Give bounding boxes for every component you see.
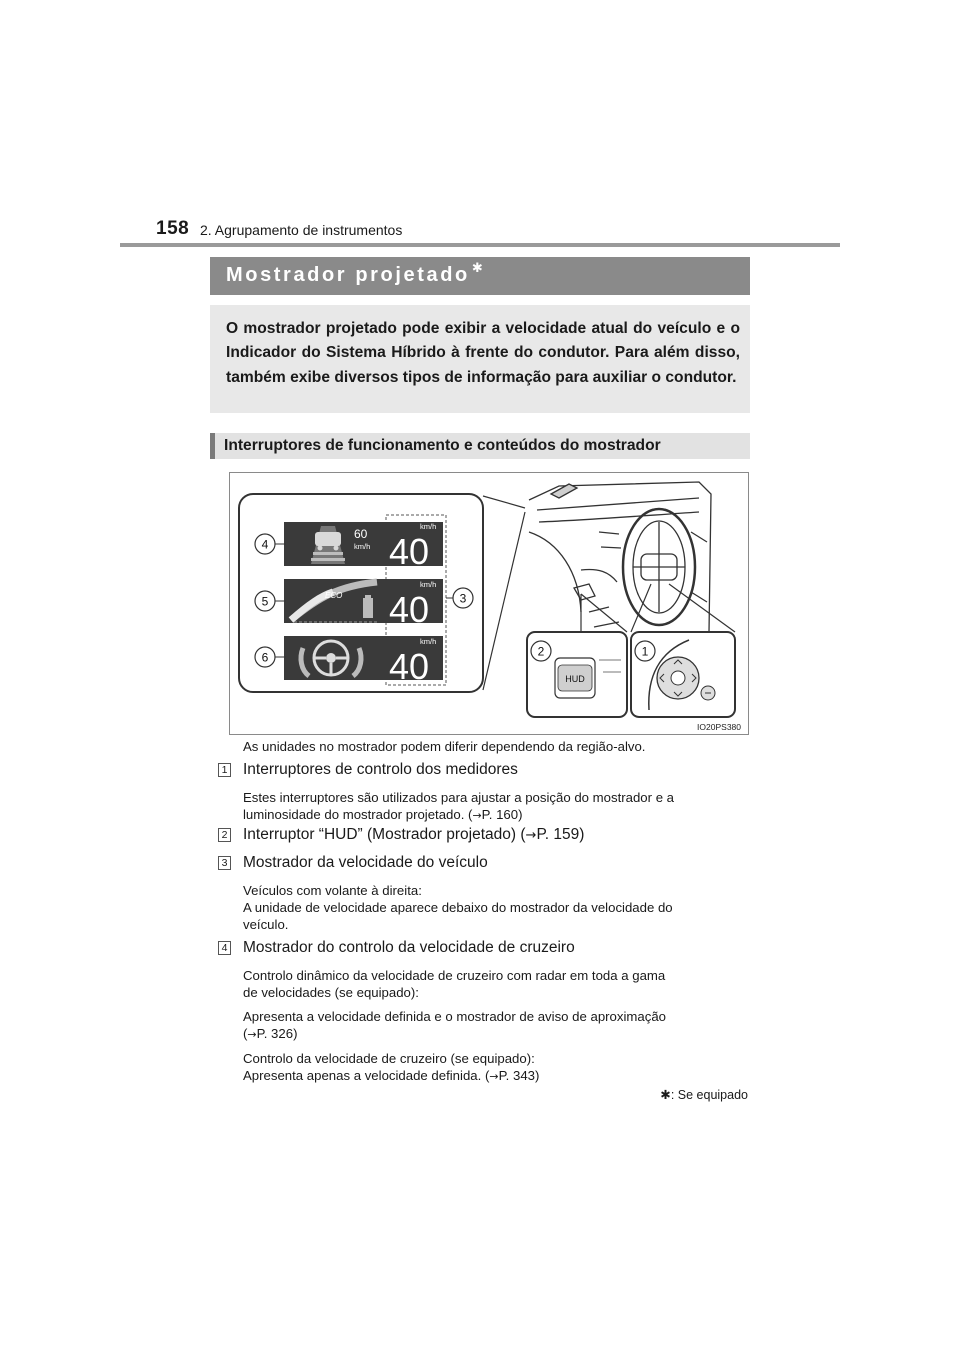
callout-1 bbox=[635, 641, 655, 661]
ref-arrow-icon: → bbox=[525, 828, 537, 843]
item-number: 3 bbox=[218, 856, 231, 870]
item-body: Controlo dinâmico da velocidade de cruzeiro com radar em toda a gama de velocidades (se equipado): Apresenta a velocidade definida e o mostrador de aviso de aproximação (→P. 326) Controlo da velocidade de cruzeiro (se equipado): Apresenta apenas a velocidade definida. (→P. 343) bbox=[243, 968, 666, 1083]
ref-arrow-icon: → bbox=[247, 1028, 257, 1041]
item-number: 1 bbox=[218, 763, 231, 777]
ref-arrow-icon: → bbox=[489, 1070, 499, 1083]
item-body: Veículos com volante à direita: A unidade de velocidade aparece debaixo do mostrador da velocidade do veículo. bbox=[243, 883, 673, 932]
svg-text:4: 4 bbox=[261, 537, 269, 552]
speed-value-2: 40 bbox=[389, 589, 430, 630]
page-ref-link[interactable]: P. 326 bbox=[256, 1026, 294, 1041]
set-speed-value: 60 bbox=[354, 527, 368, 541]
svg-text:3: 3 bbox=[459, 591, 467, 606]
page-ref-link[interactable]: P. 159 bbox=[536, 826, 580, 843]
item-number: 2 bbox=[218, 828, 231, 842]
page-ref-link[interactable]: P. 343 bbox=[498, 1068, 536, 1083]
item-title: Mostrador da velocidade do veículo bbox=[243, 854, 488, 871]
speed-unit-2: km/h bbox=[420, 580, 437, 589]
hud-screen-cruise bbox=[284, 522, 443, 572]
set-speed-unit: km/h bbox=[354, 542, 371, 551]
eco-label: ECO bbox=[325, 591, 343, 600]
page-number: 158 bbox=[156, 218, 190, 239]
equipped-marker-icon: ✱ bbox=[660, 1088, 671, 1102]
hud-figure bbox=[229, 472, 749, 735]
svg-text:6: 6 bbox=[261, 650, 269, 665]
hud-button-label: HUD bbox=[565, 674, 585, 684]
dashboard-illustration bbox=[529, 482, 711, 632]
page-ref-link[interactable]: P. 160 bbox=[481, 807, 519, 822]
speed-value-3: 40 bbox=[389, 646, 430, 687]
intro-box: O mostrador projetado pode exibir a velocidade atual do veículo e o Indicador do Sistema Híbrido à frente do condutor. Para além disso, também exibe diversos tipos de informação para auxiliar o condutor. bbox=[210, 305, 750, 413]
svg-text:2: 2 bbox=[537, 644, 545, 659]
item-title: Mostrador do controlo da velocidade de cruzeiro bbox=[243, 939, 575, 956]
item-body: Estes interruptores são utilizados para ajustar a posição do mostrador e a luminosidade do mostrador projetado. (→P. 160) bbox=[243, 790, 675, 822]
item-title: Interruptores de controlo dos medidores bbox=[243, 761, 518, 778]
page-header bbox=[156, 218, 840, 246]
hud-screen-steering bbox=[284, 636, 443, 687]
figure-code: IO20PS380 bbox=[697, 722, 741, 732]
chapter-title: 2. Agrupamento de instrumentos bbox=[200, 222, 403, 238]
svg-text:1: 1 bbox=[641, 644, 649, 659]
item-number: 4 bbox=[218, 941, 231, 955]
speed-unit-1: km/h bbox=[420, 522, 437, 531]
caption-note: As unidades no mostrador podem diferir dependendo da região-alvo. bbox=[243, 739, 646, 754]
item-title: Interruptor “HUD” (Mostrador projetado) (→P. 159) bbox=[243, 826, 585, 843]
speed-value-1: 40 bbox=[389, 531, 430, 572]
subsection-title: Interruptores de funcionamento e conteúdos do mostrador bbox=[210, 433, 750, 459]
section-title-text: Mostrador projetado bbox=[226, 264, 470, 286]
header-rule bbox=[120, 243, 840, 247]
callout-2 bbox=[531, 641, 551, 661]
speed-unit-3: km/h bbox=[420, 637, 437, 646]
ref-arrow-icon: → bbox=[472, 809, 482, 822]
section-title bbox=[210, 257, 750, 295]
footnote-text: : Se equipado bbox=[670, 1088, 748, 1102]
svg-text:5: 5 bbox=[261, 594, 269, 609]
hud-screen-hybrid bbox=[284, 579, 443, 630]
equipped-marker: ✱ bbox=[471, 260, 483, 275]
footnote bbox=[632, 1087, 748, 1102]
